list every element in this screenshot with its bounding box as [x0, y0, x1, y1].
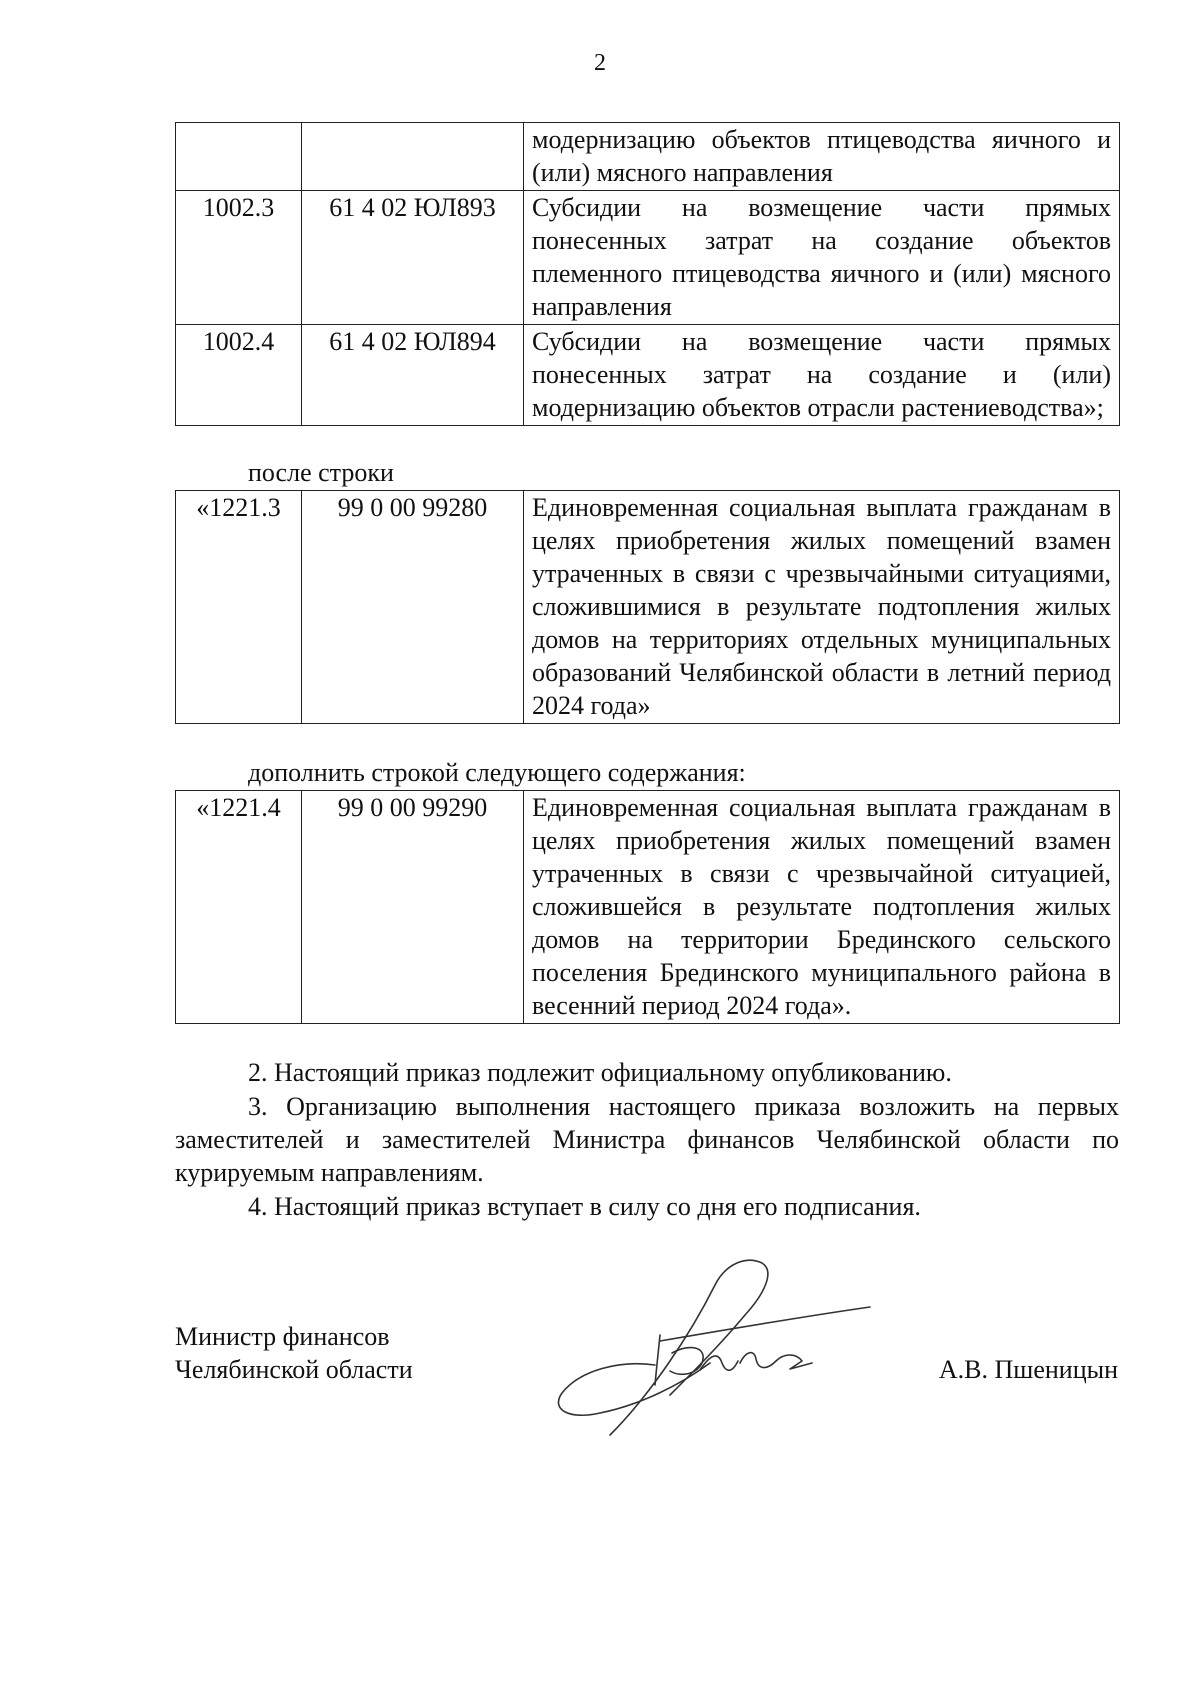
position-line-1: Министр финансов	[175, 1322, 390, 1351]
row-kbk: 61 4 02 ЮЛ893	[302, 191, 524, 325]
signatory-name: А.В. Пшеницын	[938, 1355, 1118, 1384]
new-row-table	[175, 790, 1120, 1024]
signatory-position	[175, 1320, 413, 1386]
table-row	[176, 791, 1120, 1024]
row-kbk: 61 4 02 ЮЛ894	[302, 325, 524, 426]
row-kbk: 99 0 00 99290	[302, 791, 524, 1024]
table-row	[176, 491, 1120, 724]
row-name: Субсидии на возмещение части прямых понесенных затрат на создание объектов племенного птицеводства яичного и (или) мясного направления	[524, 191, 1120, 325]
row-name: Единовременная социальная выплата гражданам в целях приобретения жилых помещений взамен утраченных в связи с чрезвычайной ситуацией, сложившейся в результате подтопления жилых домов на территории Брединского сельского поселения Брединского муниципального района в весенний период 2024 года».	[524, 791, 1120, 1024]
paragraph-2: 2. Настоящий приказ подлежит официальному опубликованию.	[248, 1058, 952, 1087]
reference-row-table	[175, 490, 1120, 724]
table-row	[176, 191, 1120, 325]
after-row-label: после строки	[248, 458, 394, 487]
row-code: «1221.4	[176, 791, 302, 1024]
position-line-2: Челябинской области	[175, 1355, 413, 1384]
row-code	[176, 123, 302, 191]
row-kbk	[302, 123, 524, 191]
paragraph-4: 4. Настоящий приказ вступает в силу со дня его подписания.	[248, 1192, 921, 1221]
row-name: модернизацию объектов птицеводства яичного и (или) мясного направления	[524, 123, 1120, 191]
row-code: «1221.3	[176, 491, 302, 724]
row-name: Субсидии на возмещение части прямых понесенных затрат на создание и (или) модернизацию объектов отрасли растениеводства»;	[524, 325, 1120, 426]
row-kbk: 99 0 00 99280	[302, 491, 524, 724]
add-row-label: дополнить строкой следующего содержания:	[248, 758, 746, 787]
row-code: 1002.4	[176, 325, 302, 426]
table-row	[176, 123, 1120, 191]
row-code: 1002.3	[176, 191, 302, 325]
page-number: 2	[594, 50, 606, 76]
handwritten-signature	[540, 1245, 900, 1440]
paragraph-3: 3. Организацию выполнения настоящего приказа возложить на первых заместителей и заместителей Министра финансов Челябинской области по курируемым направлениям.	[175, 1092, 1119, 1187]
table-row	[176, 325, 1120, 426]
budget-codes-table-continued	[175, 122, 1120, 426]
row-name: Единовременная социальная выплата гражданам в целях приобретения жилых помещений взамен утраченных в связи с чрезвычайными ситуациями, сложившимися в результате подтопления жилых домов на территориях отдельных муниципальных образований Челябинской области в летний период 2024 года»	[524, 491, 1120, 724]
